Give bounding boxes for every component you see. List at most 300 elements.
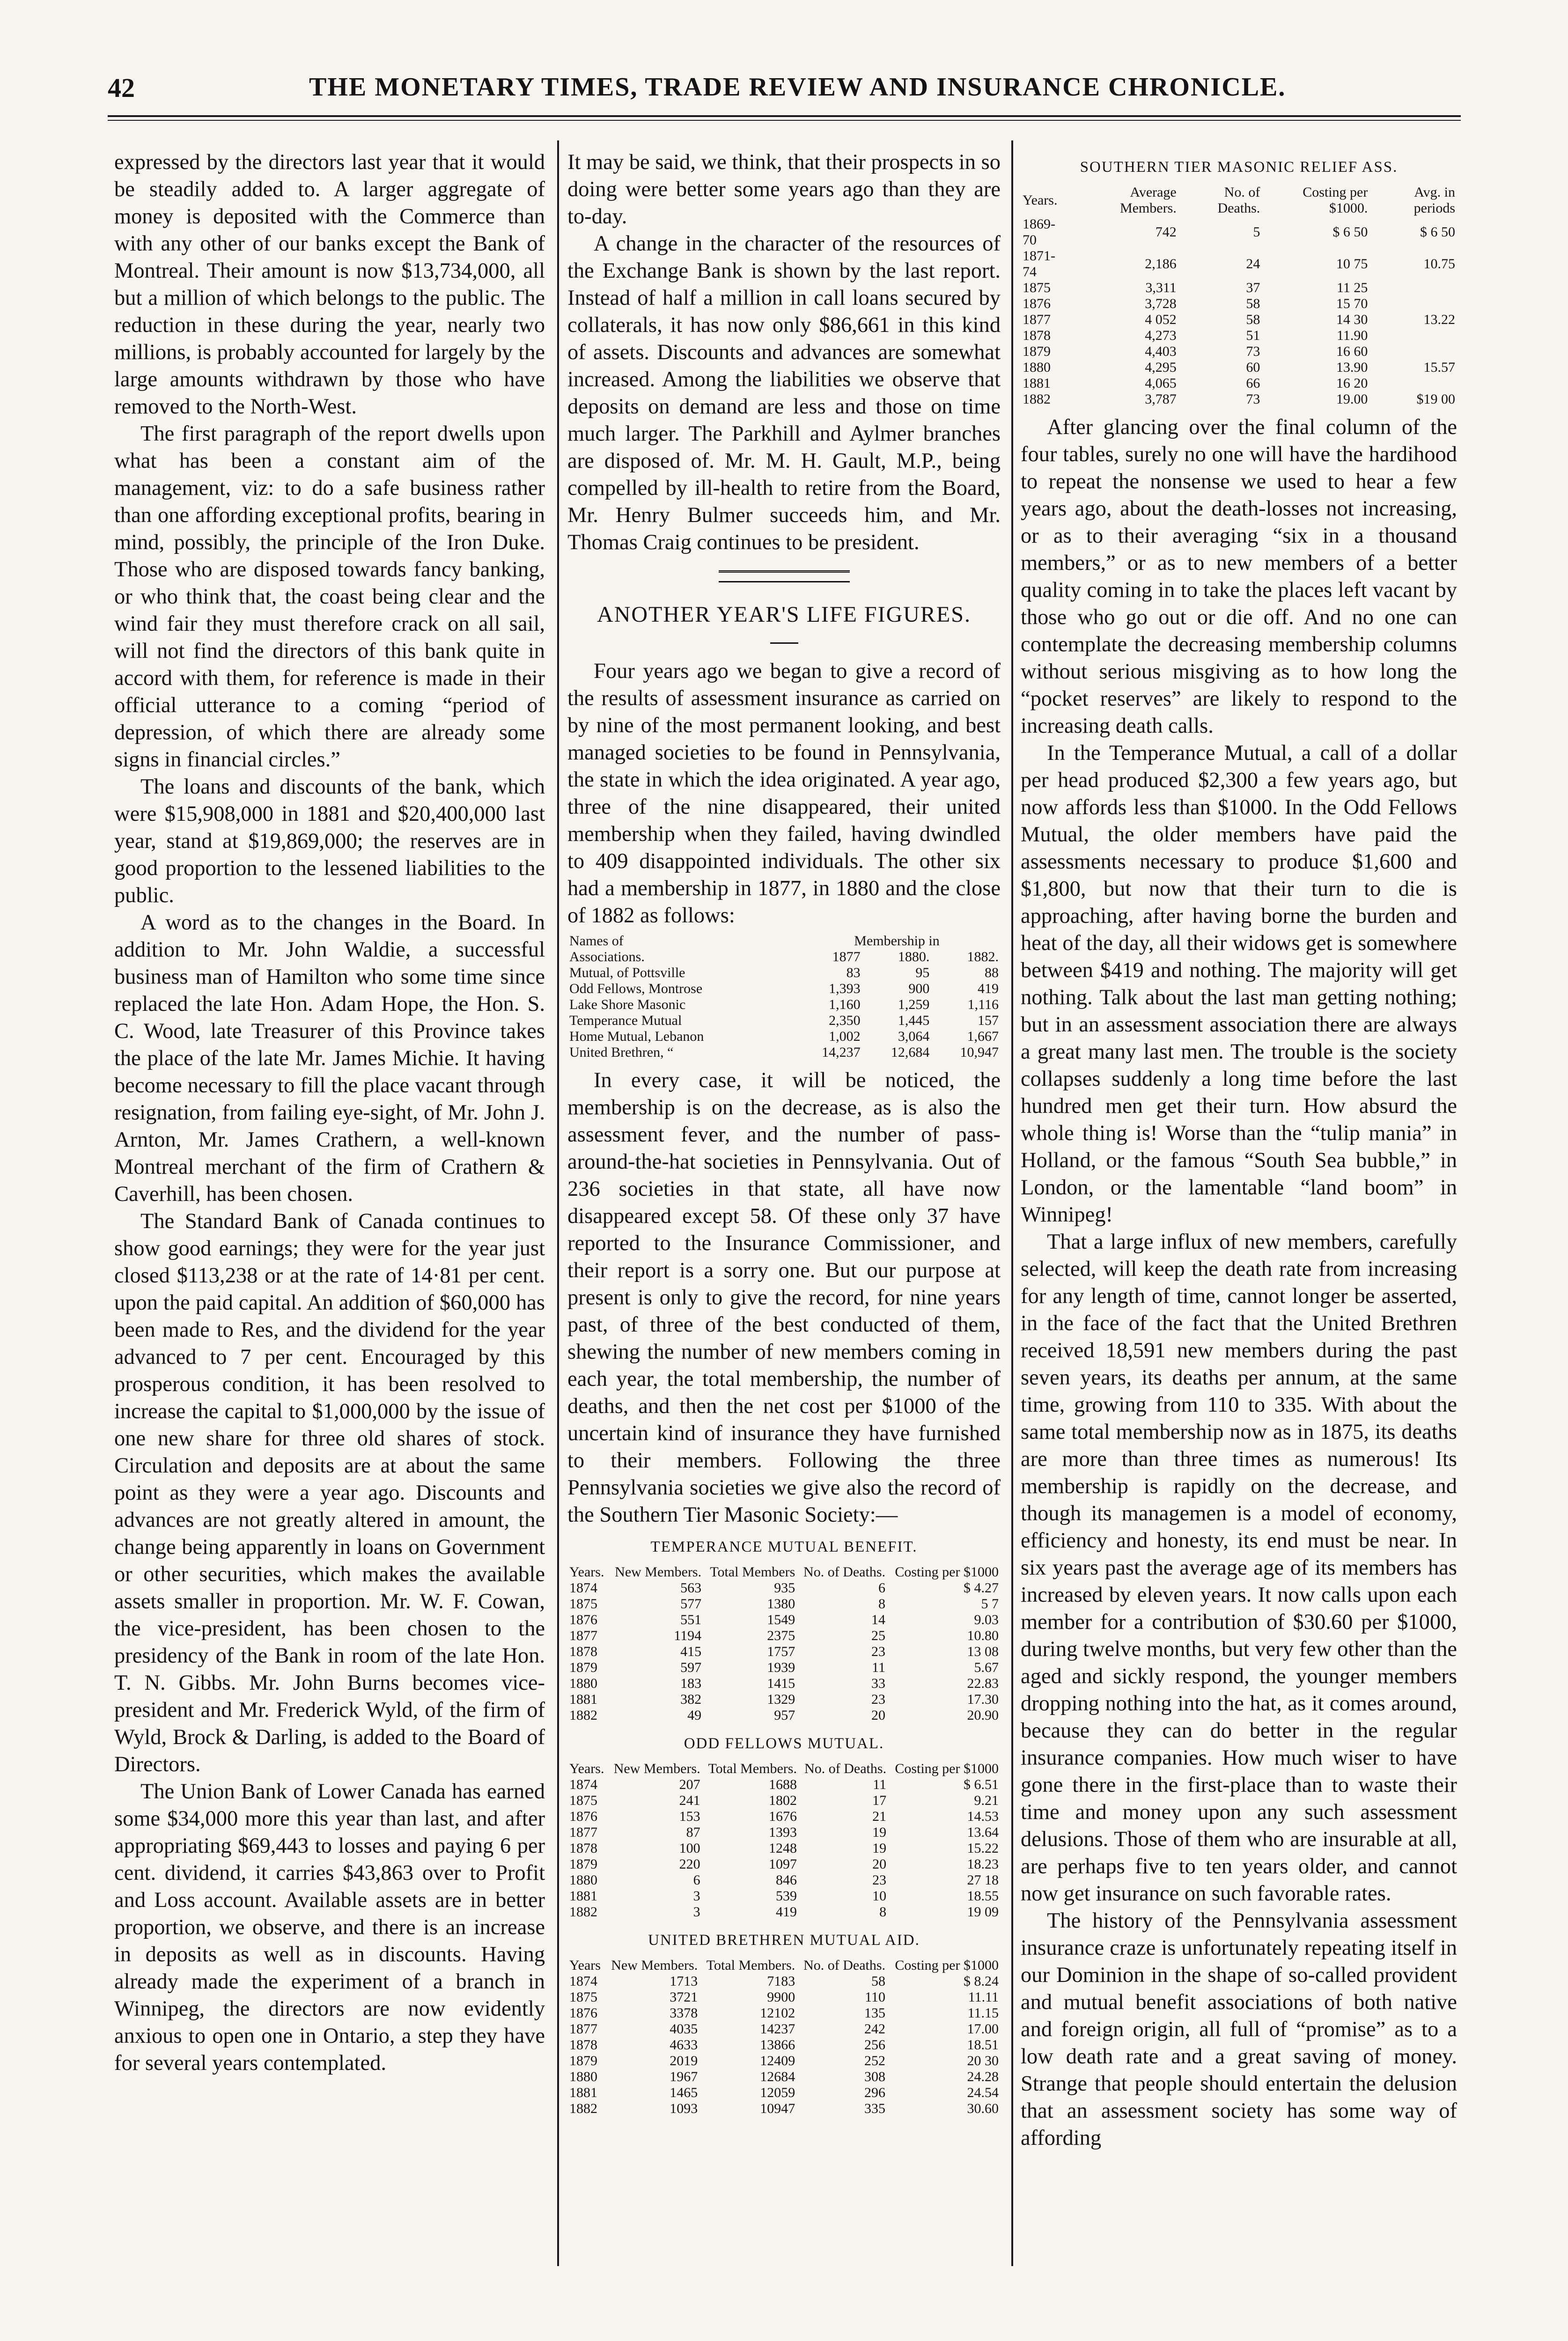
table-row [567, 2005, 1001, 2021]
table-cell: 27 18 [967, 1872, 999, 1888]
table-cell: United Brethren, “ [569, 1045, 674, 1060]
table-header: Costing per $1000. [1303, 184, 1368, 216]
table-cell: 1876 [569, 2005, 597, 2021]
table-cell: 1880 [569, 2069, 597, 2084]
table-row [1021, 375, 1457, 391]
table-cell: 12684 [760, 2069, 795, 2084]
table-cell: 597 [680, 1660, 702, 1675]
table-cell: $ 8.24 [964, 1973, 999, 1989]
table-cell: 1882 [569, 1904, 597, 1920]
table-cell: 4035 [670, 2021, 698, 2037]
table-header: 1880. [898, 949, 930, 964]
table-title: TEMPERANCE MUTUAL BENEFIT. [650, 1539, 918, 1555]
society-table [567, 1564, 1001, 1723]
table-cell: 49 [687, 1708, 702, 1723]
table-cell: 12059 [760, 2085, 795, 2100]
table-cell: 1879 [569, 1856, 597, 1872]
table-cell: 1882 [1023, 391, 1051, 407]
table-cell [1369, 375, 1457, 391]
table-cell: 11.11 [968, 1989, 999, 2005]
table-cell: 21 [872, 1809, 887, 1824]
table-cell: 13.22 [1423, 312, 1455, 327]
table-cell: 58 [871, 1973, 886, 1989]
table-cell: 1757 [767, 1644, 795, 1659]
page-number: 42 [108, 73, 135, 103]
table-cell: 83 [846, 965, 861, 980]
table-cell: 1688 [768, 1777, 797, 1792]
table-cell: Temperance Mutual [569, 1013, 682, 1028]
column-divider-2 [1011, 140, 1013, 2266]
paragraph: After glancing over the final column of the four tables, surely no one will have the hardihood to repeat the nonsense we used to hear a few years ago, about the death-losses not increasing, or as to their averaging “six in a thousand members,” or as to new members of a better quality coming in to take the places left vacant by those who go out or die off. And no one can contemplate the decreasing membership columns without serious misgiving as to how long the “pocket reserves” are likely to respond to the increasing death calls. [1021, 415, 1457, 738]
table-cell: 4633 [670, 2037, 698, 2053]
paragraph: That a large influx of new members, carefully selected, will keep the death rate from increasing for any length of time, cannot longer be asserted, in the face of the fact that the United Brethren received 18,591 new members during the past seven years, its deaths per annum, at the same time, growing from 110 to 335. With about the same total membership now as in 1875, its deaths are more than three times as numerous! Its membership is rapidly on the decrease, and though its managemen is a model of economy, efficiency and honesty, its end must be near. In six years past the average age of its members has increased by eleven years. It now calls upon each member for a contribution of $30.60 per $1000, during twelve months, but very few other than the aged and sickly respond, the younger members dropping nothing into the hat, as it comes around, because they can do better in the regular insurance companies. How much wiser to have gone there in the first-place than to waste their time and money upon any such assessment delusions. Those of them who are insurable at all, are perhaps five to ten years older, and cannot now get insurance on such favorable rates. [1021, 1230, 1457, 1906]
table-cell: 13.90 [1336, 360, 1368, 375]
table-cell: 11.90 [1336, 328, 1368, 343]
paragraph: The history of the Pennsylvania assessment insurance craze is unfortunately repeating itself in our Dominion in the shape of so-called provident and mutual benefit associations of both native and foreign origin, all full of “promise” as to a low death rate and a great saving of money. Strange that people should entertain the delusion that an assessment society has some way of affording [1021, 1909, 1457, 2150]
table-header: Total Members [710, 1564, 795, 1580]
table-header: Years. [569, 1761, 604, 1776]
table-header: Associations. [569, 949, 645, 964]
table-cell: 20.90 [967, 1708, 999, 1723]
table-cell: 5.67 [974, 1660, 999, 1675]
table-cell: 1881 [569, 1692, 597, 1707]
table-cell: 88 [985, 965, 999, 980]
table-cell [1369, 344, 1457, 360]
table-cell: 1,002 [829, 1029, 861, 1044]
header-rule-thin [108, 120, 1461, 121]
table-cell: 8 [878, 1596, 886, 1612]
table-row [567, 1809, 1001, 1825]
table-row [1021, 280, 1457, 296]
table-cell: 957 [774, 1708, 795, 1723]
table-row [567, 965, 1001, 981]
table-cell: 6 [693, 1872, 700, 1888]
table-cell: 66 [1246, 375, 1260, 391]
table-cell: 1878 [569, 1644, 597, 1659]
table-cell: 1881 [569, 1888, 597, 1904]
table-cell: 1876 [569, 1612, 597, 1627]
table-header: New Members. [611, 1958, 698, 1973]
table-row [1021, 216, 1457, 248]
table-cell: 1877 [569, 1825, 597, 1840]
table-header: No. of Deaths. [804, 1761, 887, 1776]
table-cell: 1881 [569, 2085, 597, 2100]
table-cell: 1380 [767, 1596, 795, 1612]
table-cell: 15.22 [967, 1840, 999, 1856]
table-cell: 1877 [1023, 312, 1051, 327]
table-row [567, 1644, 1001, 1660]
table-cell: 10 75 [1336, 256, 1368, 272]
table-cell: 58 [1246, 296, 1260, 311]
table-cell: 10.80 [967, 1628, 999, 1643]
table-cell: 1,160 [829, 997, 861, 1012]
table-row [567, 1580, 1001, 1596]
table-row [567, 1840, 1001, 1856]
table-cell: 5 7 [981, 1596, 999, 1612]
table-row [567, 1888, 1001, 1904]
table-cell: 1875 [1023, 280, 1051, 295]
table-cell: 1879 [569, 2053, 597, 2069]
table-cell: 1880 [569, 1872, 597, 1888]
table-cell: 14,237 [822, 1045, 861, 1060]
table-cell: $ 6 50 [1332, 224, 1368, 240]
table-cell: 9.21 [974, 1793, 999, 1808]
table-cell: 73 [1246, 344, 1260, 359]
table-cell: 153 [679, 1809, 700, 1824]
table-cell: 1097 [768, 1856, 797, 1872]
table-cell: 577 [680, 1596, 702, 1612]
table-cell: 11.15 [967, 2005, 999, 2021]
table-cell: 3 [693, 1888, 700, 1904]
table-cell: 1880 [1023, 360, 1051, 375]
table-cell: 24.54 [967, 2085, 999, 2100]
table-cell: 1465 [670, 2085, 698, 2100]
table-cell: 207 [679, 1777, 700, 1792]
table-cell: 1248 [768, 1840, 797, 1856]
table-cell: 256 [864, 2037, 886, 2053]
column-3 [1021, 149, 1457, 2152]
table-cell: 563 [680, 1580, 702, 1596]
table-cell: 19 [872, 1825, 887, 1840]
table-cell: 1,445 [898, 1013, 930, 1028]
table-cell: Lake Shore Masonic [569, 997, 686, 1012]
table-header: 1877 [832, 949, 861, 964]
table-cell: 183 [680, 1676, 702, 1691]
table-cell: 60 [1246, 360, 1260, 375]
table-cell: 14 30 [1336, 312, 1368, 327]
table-cell: 12409 [760, 2053, 795, 2069]
table-cell: 846 [775, 1872, 797, 1888]
table-cell: 16 20 [1336, 375, 1368, 391]
table-cell: 1967 [670, 2069, 698, 2084]
table-cell: 1878 [1023, 328, 1051, 343]
table-cell: 1939 [767, 1660, 795, 1675]
table-cell: 1875 [569, 1793, 597, 1808]
table-cell: 13866 [760, 2037, 795, 2053]
table-cell: 11 [873, 1777, 887, 1792]
table-row [567, 1777, 1001, 1793]
table-cell: 3,787 [1145, 391, 1177, 407]
table-header: No. of Deaths. [803, 1958, 886, 1973]
masonic-table [1021, 184, 1457, 407]
table-row [1021, 312, 1457, 328]
table-cell: 9900 [767, 1989, 795, 2005]
table-header: Costing per $1000 [895, 1564, 999, 1580]
society-table [567, 1761, 1001, 1920]
column-1 [114, 149, 545, 2077]
table-cell: 1877 [569, 2021, 597, 2037]
table-cell: $19 00 [1416, 391, 1455, 407]
table-cell: 23 [871, 1644, 886, 1659]
paragraph: Four years ago we began to give a record of the results of assessment insurance as carried on by nine of the most permanent looking, and best managed societies to be found in Pennsylvania, the state in which the idea originated. A year ago, three of the nine disappeared, their united membership when they failed, having dwindled to 409 disappointed individuals. The other six had a membership in 1877, in 1880 and the close of 1882 as follows: [567, 659, 1001, 928]
table-cell: 110 [865, 1989, 886, 2005]
paragraph: In every case, it will be noticed, the membership is on the decrease, as is also the assessment fever, and the number of pass-around-the-hat societies in Pennsylvania. Out of 236 societies in that state, all have now disappeared except 58. Of these only 37 have reported to the Insurance Commissioner, and their report is a sorry one. But our purpose at present is only to give the record, for nine years past, of three of the best conducted of them, shewing the number of new members coming in each year, the total membership, the number of deaths, and then the net cost per $1000 of the uncertain kind of insurance they have furnished to their members. Following the three Pennsylvania societies we give also the record of the Southern Tier Masonic Society:— [567, 1068, 1001, 1527]
table-header: 1882. [967, 949, 999, 964]
table-cell: 13.64 [967, 1825, 999, 1840]
table-cell: 11 25 [1336, 280, 1368, 295]
table-cell: 23 [872, 1872, 887, 1888]
table-cell: 1875 [569, 1989, 597, 2005]
table-cell: 15.57 [1423, 360, 1455, 375]
table-header: New Members. [615, 1564, 702, 1580]
table-cell: 14237 [760, 2021, 795, 2037]
table-row [567, 1708, 1001, 1723]
paragraph: The first paragraph of the report dwells upon what has been a constant aim of the management, viz: to do a safe business rather than one affording exceptional profits, bearing in mind, possibly, the principle of the Iron Duke. Those who are disposed towards fancy banking, or who think that, the coast being clear and the wind fair they must therefore crack on all sail, will not find the directors of this bank quite in accord with them, for reference is made in their official utterance to a coming “period of depression, of which there are already some signs in financial circles.” [114, 422, 545, 772]
table-cell: 1882 [569, 2101, 597, 2116]
table-header: Years. [569, 1564, 604, 1580]
table-cell: 24 [1246, 256, 1260, 272]
table-cell: 382 [680, 1692, 702, 1707]
table-row [567, 1628, 1001, 1644]
table-cell: 1880 [569, 1676, 597, 1691]
table-cell: 51 [1246, 328, 1260, 343]
paragraph: A word as to the changes in the Board. In addition to Mr. John Waldie, a successful business man of Hamilton who some time since replaced the late Hon. Adam Hope, the Hon. S. C. Wood, late Treasurer of this Province takes the place of the late Mr. James Michie. It having become necessary to fill the place vacant through resignation, from failing eye-sight, of Mr. John J. Arnton, Mr. James Crathern, a well-known Montreal merchant of the firm of Crathern & Caverhill, has been chosen. [114, 911, 545, 1206]
table-row [567, 997, 1001, 1013]
table-row [567, 2101, 1001, 2117]
table-cell: 742 [1155, 224, 1177, 240]
page-header [108, 70, 1447, 108]
table-cell: 1876 [569, 1809, 597, 1824]
table-cell: 6 [878, 1580, 886, 1596]
table-row [1021, 248, 1457, 280]
table-cell: 18.23 [967, 1856, 999, 1872]
table-row [567, 2037, 1001, 2053]
table-cell [1369, 328, 1457, 344]
table-cell: 100 [679, 1840, 700, 1856]
table-cell: 3,311 [1145, 280, 1177, 295]
table-row [567, 2053, 1001, 2069]
table-cell: 220 [679, 1856, 700, 1872]
table-cell: 242 [864, 2021, 886, 2037]
table-header: Years [569, 1958, 601, 1973]
table-cell: 9.03 [974, 1612, 999, 1627]
masthead-title: THE MONETARY TIMES, TRADE REVIEW AND INSURANCE CHRONICLE. [309, 73, 1286, 102]
table-title: UNITED BRETHREN MUTUAL AID. [648, 1932, 920, 1949]
table-cell: 252 [864, 2053, 886, 2069]
table-cell: $ 6 50 [1420, 224, 1455, 240]
table-row [567, 1029, 1001, 1045]
table-row [567, 1989, 1001, 2005]
table-row [567, 1692, 1001, 1708]
table-cell: 419 [978, 981, 999, 996]
table-cell: 15 70 [1336, 296, 1368, 311]
table-cell: 3378 [670, 2005, 698, 2021]
table-cell: 1875 [569, 1596, 597, 1612]
table-row [567, 2085, 1001, 2101]
table-cell: 1874 [569, 1973, 597, 1989]
table-cell: 4,403 [1145, 344, 1177, 359]
table-cell: 1,667 [967, 1029, 999, 1044]
table-cell: 1415 [767, 1676, 795, 1691]
table-cell: 3,728 [1145, 296, 1177, 311]
table-cell: 1802 [768, 1793, 797, 1808]
table-cell: 1,393 [829, 981, 861, 996]
table-row [567, 1013, 1001, 1029]
table-cell: 14 [871, 1612, 886, 1627]
table-cell: 24.28 [967, 2069, 999, 2084]
table-cell: 33 [871, 1676, 886, 1691]
table-cell: 1876 [1023, 296, 1051, 311]
table-header: No. of Deaths. [1217, 184, 1260, 216]
table-cell: 58 [1246, 312, 1260, 327]
paragraph: In the Temperance Mutual, a call of a dollar per head produced $2,300 a few years ago, but now affords less than $1000. In the Odd Fellows Mutual, the older members have paid the assessments necessary to produce $1,600 and $1,800, but now that their turn to die is approaching, after having borne the burden and heat of the day, all their widows get is somewhere between $419 and nothing. The majority will get nothing. Talk about the last man getting nothing; but in an assessment association there are always a great many last men. The trouble is the society collapses suddenly a long time before the last hundred men get their turn. How absurd the whole thing is! Worse than the “tulip mania” in Holland, or the famous “South Sea bubble,” in London, or the lamentable “land boom” in Winnipeg! [1021, 741, 1457, 1227]
table-cell: 1881 [1023, 375, 1051, 391]
table-cell: 1878 [569, 2037, 597, 2053]
table-cell: 12102 [760, 2005, 795, 2021]
table-cell: 4,295 [1145, 360, 1177, 375]
table-cell: 5 [1253, 224, 1260, 240]
table-cell: 13 08 [967, 1644, 999, 1659]
table-cell: 1329 [767, 1692, 795, 1707]
table-cell: 308 [864, 2069, 886, 2084]
paragraph: expressed by the directors last year that it would be steadily added to. A larger aggregate of money is deposited with the Commerce than with any other of our banks except the Bank of Montreal. Their amount is now $13,734,000, all but a million of which belongs to the public. The reduction in these during the year, nearly two millions, is probably accounted for largely by the large amounts withdrawn by those who have removed to the North-West. [114, 150, 545, 419]
table-row [567, 981, 1001, 997]
table-header: Total Members. [706, 1958, 795, 1973]
table-cell: 10,947 [960, 1045, 999, 1060]
paragraph: The loans and discounts of the bank, which were $15,908,000 in 1881 and $20,400,000 last year, stand at $19,869,000; the reserves are in good proportion to the lessened liabilities to the public. [114, 775, 545, 907]
table-cell: 4,273 [1145, 328, 1177, 343]
table-row [567, 1825, 1001, 1840]
table-cell: 17.30 [967, 1692, 999, 1707]
table-cell: Odd Fellows, Montrose [569, 981, 703, 996]
table-cell: 3,064 [898, 1029, 930, 1044]
table-row [1021, 391, 1457, 407]
table-cell: 2019 [670, 2053, 698, 2069]
table-cell: 4,065 [1145, 375, 1177, 391]
table-cell: 22.83 [967, 1676, 999, 1691]
table-cell: 18.51 [967, 2037, 999, 2053]
table-cell: 17.00 [967, 2021, 999, 2037]
header-rule-thick [108, 115, 1461, 117]
table-cell: 19 [872, 1840, 887, 1856]
table-cell: 17 [872, 1793, 887, 1808]
table-cell: 900 [908, 981, 930, 996]
table-cell: 551 [680, 1612, 702, 1627]
table-row [567, 1676, 1001, 1692]
table-row [1021, 328, 1457, 344]
table-cell: $ 6.51 [964, 1777, 999, 1792]
table-cell: Home Mutual, Lebanon [569, 1029, 704, 1044]
table-cell: $ 4.27 [964, 1580, 999, 1596]
table-cell: 1882 [569, 1708, 597, 1723]
table-cell: 95 [915, 965, 930, 980]
table-title: SOUTHERN TIER MASONIC RELIEF ASS. [1080, 159, 1398, 176]
table-cell: 20 [871, 1708, 886, 1723]
table-cell: 4 052 [1145, 312, 1177, 327]
paragraph: The Standard Bank of Canada continues to show good earnings; they were for the year just closed $113,238 or at the rate of 14·81 per cent. upon the paid capital. An addition of $60,000 has been made to Res, and the dividend for the year advanced to 7 per cent. Encouraged by this prosperous condition, it has been resolved to increase the capital to $1,000,000 by the issue of one new share for three old shares of stock. Circulation and deposits are at about the same point as they were a year ago. Discounts and advances are not greatly altered in amount, the change being apparently in loans on Government or other securities, which makes the available assets smaller in proportion. Mr. W. F. Cowan, the vice-president, has been chosen to the presidency of the Bank in room of the late Hon. T. N. Gibbs. Mr. John Burns becomes vice-president and Mr. Frederick Wyld, of the firm of Wyld, Brock & Darling, is added to the Board of Directors. [114, 1209, 545, 1776]
table-cell: 2375 [767, 1628, 795, 1643]
table-cell: 1,116 [967, 997, 999, 1012]
table-row [567, 1660, 1001, 1676]
table-header: Total Members. [708, 1761, 797, 1776]
table-cell: 1194 [674, 1628, 702, 1643]
table-row [567, 1856, 1001, 1872]
table-cell: 1877 [569, 1628, 597, 1643]
table-cell [1369, 280, 1457, 296]
table-cell: 3 [693, 1904, 700, 1920]
table-cell: 37 [1246, 280, 1260, 295]
table-cell: 73 [1246, 391, 1260, 407]
table-header: Average Members. [1119, 184, 1177, 216]
table-cell: Mutual, of Pottsville [569, 965, 685, 980]
table-row [567, 1904, 1001, 1920]
table-cell: 2,350 [829, 1013, 861, 1028]
table-cell: 1874 [569, 1580, 597, 1596]
section-underline [770, 642, 798, 644]
table-title: ODD FELLOWS MUTUAL. [684, 1735, 884, 1752]
table-cell: 419 [775, 1904, 797, 1920]
table-cell: 30.60 [967, 2101, 999, 2116]
table-cell: 1093 [670, 2101, 698, 2116]
table-header: Avg. in periods [1413, 184, 1455, 216]
table-row [567, 1612, 1001, 1628]
table-cell: 14.53 [967, 1809, 999, 1824]
table-cell: 12,684 [891, 1045, 930, 1060]
table-header: Years. [1023, 192, 1058, 208]
paragraph: A change in the character of the resources of the Exchange Bank is shown by the last report. Instead of half a million in call loans secured by collaterals, it has now only $86,661 in this kind of assets. Discounts and advances are somewhat increased. Among the liabilities we observe that deposits on demand are less and those on time much larger. The Parkhill and Aylmer branches are disposed of. Mr. M. H. Gault, M.P., being compelled by ill-health to retire from the Board, Mr. Henry Bulmer succeeds him, and Mr. Thomas Craig continues to be president. [567, 232, 1001, 554]
table-cell: 296 [864, 2085, 886, 2100]
table-cell: 20 [872, 1856, 887, 1872]
membership-table [567, 933, 1001, 1060]
table-cell: 1,259 [898, 997, 930, 1012]
paragraph: It may be said, we think, that their prospects in so doing were better some years ago than they are to-day. [567, 150, 1001, 228]
table-cell: 935 [774, 1580, 795, 1596]
table-cell: 11 [872, 1660, 886, 1675]
column-2 [567, 149, 1001, 2123]
table-cell: 1874 [569, 1777, 597, 1792]
table-cell: 87 [686, 1825, 700, 1840]
table-cell: 415 [680, 1644, 702, 1659]
table-row [1021, 360, 1457, 375]
society-tables [567, 1533, 1001, 2117]
table-cell: 10947 [760, 2101, 795, 2116]
table-cell: 1879 [1023, 344, 1051, 359]
table-cell: 335 [864, 2101, 886, 2116]
table-cell: 1713 [670, 1973, 698, 1989]
table-cell: 2,186 [1145, 256, 1177, 272]
table-cell: 157 [978, 1013, 999, 1028]
table-header: New Members. [613, 1761, 700, 1776]
section-heading: ANOTHER YEAR'S LIFE FIGURES. [597, 602, 971, 627]
table-header: Costing per $1000 [895, 1761, 999, 1776]
table-row [567, 1596, 1001, 1612]
table-cell: 19 09 [967, 1904, 999, 1920]
table-cell: 1871-74 [1023, 248, 1055, 280]
table-row [567, 1872, 1001, 1888]
table-cell: 8 [879, 1904, 887, 1920]
table-cell: 539 [775, 1888, 797, 1904]
table-header: Membership in [854, 933, 940, 949]
table-cell: 1879 [569, 1660, 597, 1675]
society-table [567, 1958, 1001, 2117]
table-cell: 1393 [768, 1825, 797, 1840]
table-cell: 23 [871, 1692, 886, 1707]
table-cell: 25 [871, 1628, 886, 1643]
table-header: Costing per $1000 [895, 1958, 999, 1973]
table-cell: 3721 [670, 1989, 698, 2005]
table-cell: 10.75 [1423, 256, 1455, 272]
table-cell: 1676 [768, 1809, 797, 1824]
table-row [567, 2021, 1001, 2037]
table-row [1021, 296, 1457, 312]
column-divider-1 [557, 140, 559, 2266]
paragraph: The Union Bank of Lower Canada has earned some $34,000 more this year than last, and after appropriating $69,443 to losses and paying 6 per cent. dividend, it carries $43,863 over to Profit and Loss account. Available assets are in better proportion, we observe, and there is an increase in deposits as well as in discounts. Having already made the experiment of a branch in Winnipeg, the directors are now evidently anxious to open one in Ontario, a step they have for several years contemplated. [114, 1780, 545, 2075]
table-row [567, 1973, 1001, 1989]
table-cell [1369, 296, 1457, 312]
section-ornament [719, 570, 850, 582]
table-cell: 135 [864, 2005, 886, 2021]
table-header: Names of [569, 933, 624, 949]
